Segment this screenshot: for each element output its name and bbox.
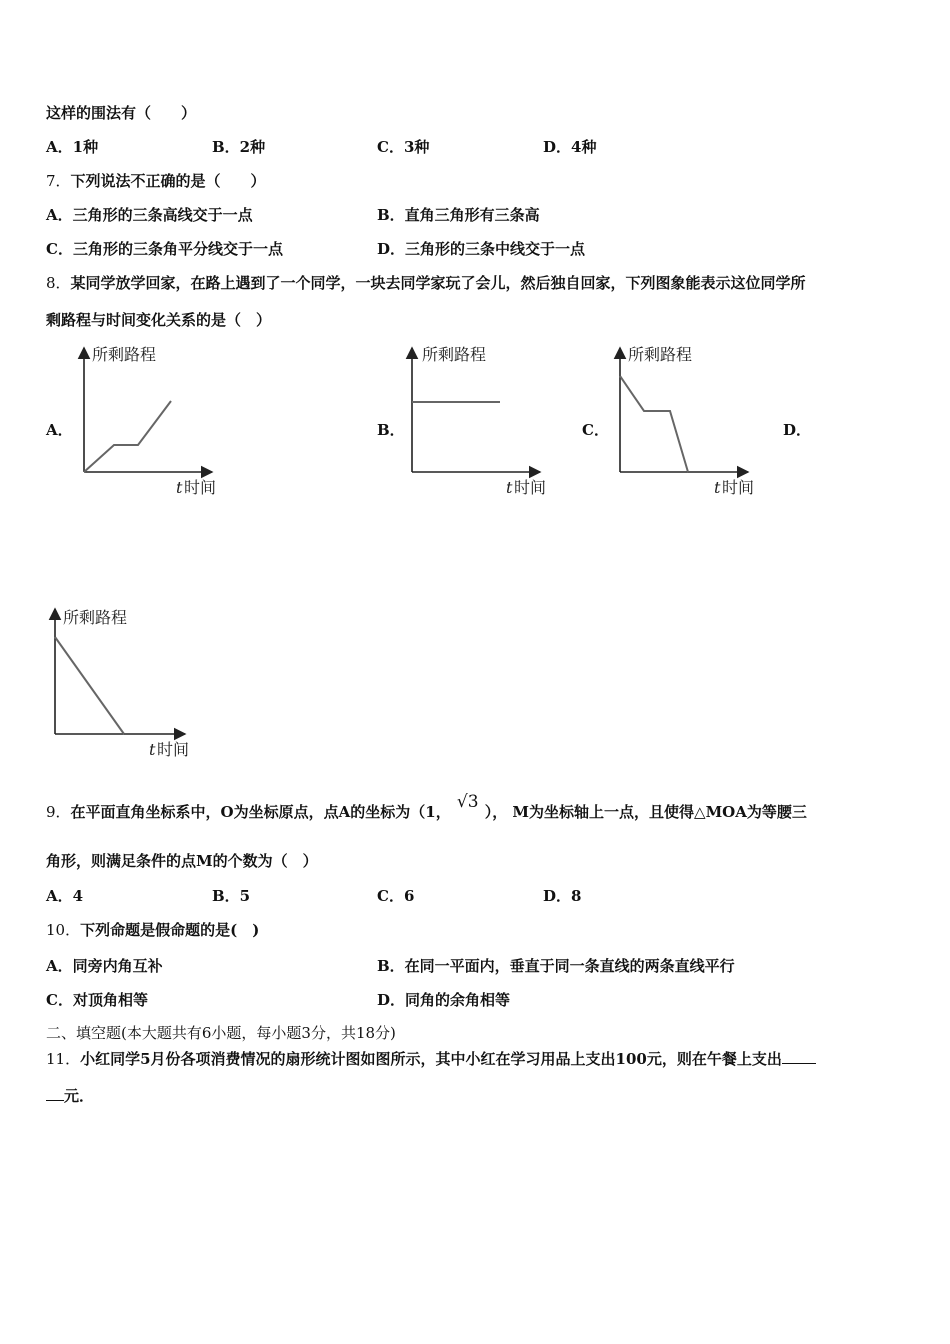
q9-stem-line1 (46, 792, 807, 822)
q6-stem: 这样的围法有（ ） (46, 104, 197, 122)
q8-graph-d[interactable] (41, 603, 201, 765)
q8-option-a-label[interactable]: A． (46, 421, 73, 439)
answer-blank-part1[interactable] (782, 1051, 816, 1064)
q10-option-d[interactable]: D．同角的余角相等 (377, 991, 511, 1009)
q9-stem-part2: ）， M为坐标轴上一点，且使得△MOA为等腰三 (484, 803, 807, 821)
q7-option-a[interactable]: A．三角形的三条高线交于一点 (46, 206, 253, 224)
x-axis-label: 时间 (157, 740, 190, 759)
q8-option-c-label[interactable]: C． (582, 421, 609, 439)
q11-stem-line2 (46, 1085, 94, 1106)
q9-option-d[interactable]: D．8 (543, 887, 582, 905)
series-line (84, 401, 171, 472)
q10-number: 10． (46, 921, 81, 939)
q6-option-a[interactable]: A．1种 (46, 138, 99, 156)
q11-unit: 元． (64, 1087, 95, 1105)
sqrt3: √3 (456, 792, 479, 812)
q10-option-b[interactable]: B．在同一平面内，垂直于同一条直线的两条直线平行 (377, 957, 735, 975)
q9-number: 9． (46, 803, 71, 821)
q7-number: 7． (46, 172, 71, 190)
q11-stem: 小红同学5月份各项消费情况的扇形统计图如图所示，其中小红在学习用品上支出100元，则在午餐上支出 (80, 1050, 782, 1068)
q8-stem-1: 某同学放学回家，在路上遇到了一个同学，一块去同学家玩了会儿，然后独自回家，下列图象能表示这位同学所 (70, 274, 806, 292)
q8-number: 8． (46, 274, 71, 292)
q10-option-a[interactable]: A．同旁内角互补 (46, 957, 163, 975)
q7-stem-line (46, 170, 266, 191)
q10-stem-line (46, 919, 259, 940)
q7-option-d[interactable]: D．三角形的三条中线交于一点 (377, 240, 586, 258)
q10-stem: 下列命题是假命题的是( ) (80, 921, 260, 939)
q9-stem-part1: 在平面直角坐标系中，O为坐标原点，点A的坐标为（1， (70, 803, 451, 821)
x-axis-label: 时间 (514, 478, 547, 497)
section-2-heading: 二、填空题(本大题共有6小题，每小题3分，共18分) (46, 1024, 396, 1042)
q9-stem-line2: 角形，则满足条件的点M的个数为（ ） (46, 852, 318, 870)
q6-option-c[interactable]: C．3种 (377, 138, 430, 156)
q8-graph-b[interactable] (398, 340, 558, 502)
q6-option-d[interactable]: D．4种 (543, 138, 597, 156)
series-line (55, 637, 124, 734)
y-axis-label: 所剩路程 (63, 608, 128, 627)
answer-blank-part2[interactable] (46, 1088, 64, 1101)
x-axis-label: 时间 (722, 478, 755, 497)
q9-option-c[interactable]: C．6 (377, 887, 415, 905)
q8-graph-a[interactable] (70, 340, 230, 502)
q10-option-c[interactable]: C．对顶角相等 (46, 991, 148, 1009)
series-line (620, 376, 688, 472)
y-axis-label: 所剩路程 (628, 345, 693, 364)
q7-option-b[interactable]: B．直角三角形有三条高 (377, 206, 540, 224)
q8-stem-line2: 剩路程与时间变化关系的是（ ） (46, 311, 272, 329)
q6-option-b[interactable]: B．2种 (212, 138, 266, 156)
q7-stem: 下列说法不正确的是（ ） (70, 172, 266, 190)
x-axis-t: t (176, 478, 183, 497)
x-axis-t: t (714, 478, 721, 497)
q11-number: 11． (46, 1050, 81, 1068)
q8-graph-c[interactable] (606, 340, 766, 502)
q9-option-a[interactable]: A．4 (46, 887, 84, 905)
q8-stem-line1 (46, 272, 806, 293)
x-axis-t: t (149, 740, 156, 759)
q8-option-b-label[interactable]: B． (377, 421, 405, 439)
y-axis-label: 所剩路程 (92, 345, 157, 364)
q7-option-c[interactable]: C．三角形的三条角平分线交于一点 (46, 240, 283, 258)
x-axis-t: t (506, 478, 513, 497)
q9-option-b[interactable]: B．5 (212, 887, 251, 905)
y-axis-label: 所剩路程 (422, 345, 487, 364)
q11-stem-line1 (46, 1048, 816, 1069)
x-axis-label: 时间 (184, 478, 217, 497)
q8-option-d-label[interactable]: D． (783, 421, 812, 439)
